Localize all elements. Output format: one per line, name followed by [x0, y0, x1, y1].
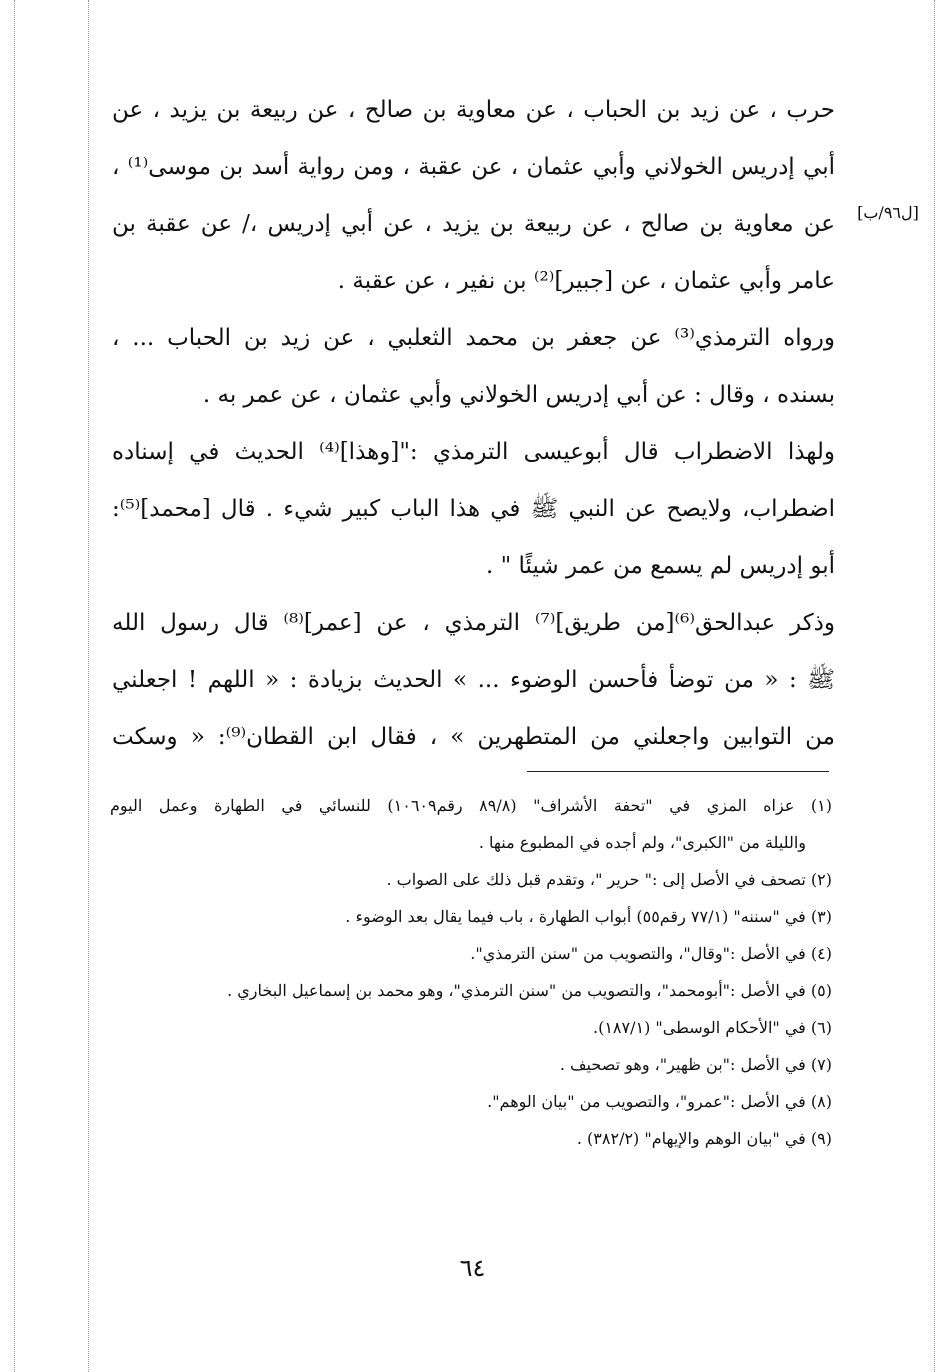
body-line: وذكر عبدالحق⁽⁶⁾[من طريق]⁽⁷⁾ الترمذي ، عن [عمر]⁽⁸⁾ قال رسول الله [112, 610, 835, 636]
body-line: عامر وأبي عثمان ، عن [جبير]⁽²⁾ بن نفير ، عن عقبة . [337, 268, 835, 294]
body-line: حرب ، عن زيد بن الحباب ، عن معاوية بن صالح ، عن ربيعة بن يزيد ، عن [112, 97, 835, 123]
footnote-line: (٣) في "سننه" (٧٧/١ رقم٥٥) أبواب الطهارة ، باب فيما يقال بعد الوضوء . [345, 907, 832, 926]
body-line: من التوابين واجعلني من المتطهرين » ، فقال ابن القطان⁽⁹⁾: « وسكت [112, 724, 835, 750]
body-line: اضطراب، ولايصح عن النبي ﷺ في هذا الباب كبير شيء . قال [محمد]⁽⁵⁾: [112, 496, 835, 522]
footnote-line: (١) عزاه المزي في "تحفة الأشراف" (٨٩/٨ رقم١٠٦٠٩) للنسائي في الطهارة وعمل اليوم [110, 796, 832, 815]
footnote-line: (٢) تصحف في الأصل إلى :" حرير "، وتقدم قبل ذلك على الصواب . [386, 870, 832, 889]
margin-note: [ل٩٦/ب] [857, 203, 919, 222]
scan-edge-right [934, 0, 935, 1372]
footnote-separator [527, 771, 829, 772]
main-text [112, 82, 835, 766]
body-line: ﷺ : « من توضأ فأحسن الوضوء ... » الحديث بزيادة : « اللهم ! اجعلني [112, 667, 835, 693]
scan-edge-left [14, 0, 15, 1372]
body-line: أبي إدريس الخولاني وأبي عثمان ، عن عقبة ، ومن رواية أسد بن موسى⁽¹⁾ ، [112, 154, 835, 180]
footnote-line: (٥) في الأصل :"أبومحمد"، والتصويب من "سنن الترمذي"، وهو محمد بن إسماعيل البخاري . [227, 981, 832, 1000]
body-line: ولهذا الاضطراب قال أبوعيسى الترمذي :"[وهذا]⁽⁴⁾ الحديث في إسناده [112, 439, 835, 465]
body-line: بسنده ، وقال : عن أبي إدريس الخولاني وأبي عثمان ، عن عمر به . [202, 382, 835, 408]
body-line: أبو إدريس لم يسمع من عمر شيئًا " . [486, 553, 835, 579]
footnote-line: (٧) في الأصل :"بن ظهير"، وهو تصحيف . [559, 1055, 832, 1074]
footnote-line: والليلة من "الكبرى"، ولم أجده في المطبوع منها . [478, 833, 806, 852]
page-number: ٦٤ [459, 1254, 486, 1282]
footnote-line: (٤) في الأصل :"وقال"، والتصويب من "سنن الترمذي". [470, 944, 832, 963]
body-line: ورواه الترمذي⁽³⁾ عن جعفر بن محمد الثعلبي ، عن زيد بن الحباب ... ، [112, 325, 835, 351]
footnotes [110, 787, 832, 1157]
footnote-line: (٩) في "بيان الوهم والإيهام" (٣٨٢/٢) . [576, 1129, 832, 1148]
footnote-line: (٨) في الأصل :"عمرو"، والتصويب من "بيان الوهم". [487, 1092, 832, 1111]
footnote-line: (٦) في "الأحكام الوسطى" (١٨٧/١). [593, 1018, 832, 1037]
body-line: عن معاوية بن صالح ، عن ربيعة بن يزيد ، عن أبي إدريس ،/ عن عقبة بن [112, 211, 835, 237]
scan-edge-left-inner [88, 0, 89, 1372]
